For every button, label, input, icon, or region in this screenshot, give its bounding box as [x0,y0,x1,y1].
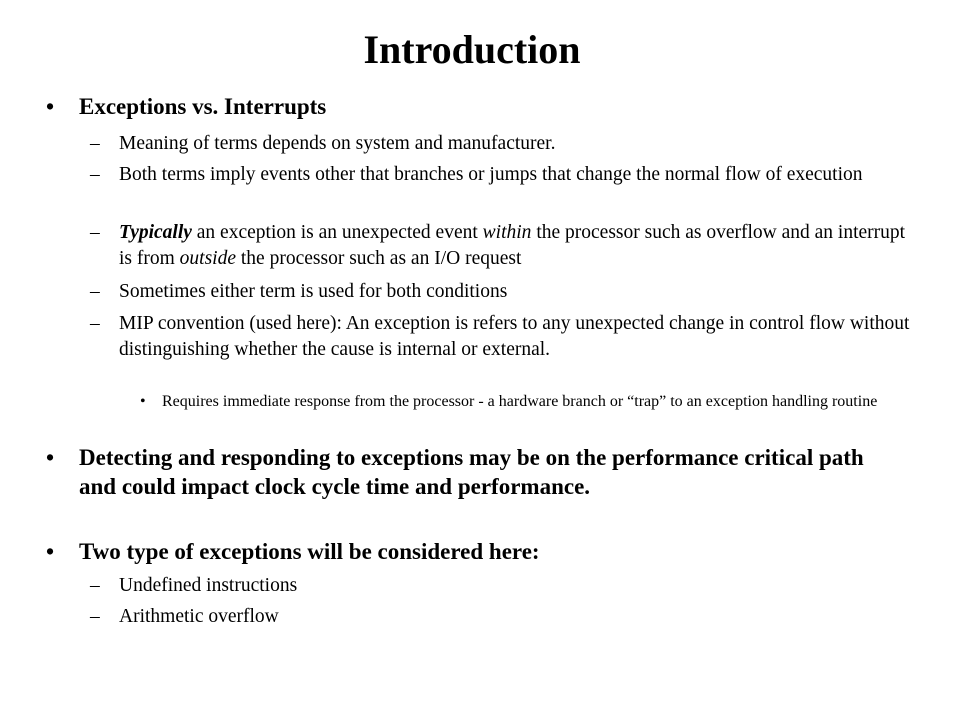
slide-title: Introduction [363,27,581,72]
sub-item-arithmetic-overflow [90,604,920,630]
sub-item-text: Meaning of terms depends on system and manufacturer. [119,133,556,154]
sub-item-text: Arithmetic overflow [119,606,279,627]
bullet-text: Detecting and responding to exceptions may be on the performance critical path and could impact clock cycle time and performance. [79,445,864,499]
sub-bullet-marker: • [140,393,146,410]
text-run: the processor such as overflow and an interrupt is from [119,222,906,269]
dash-marker: – [90,606,100,627]
sub-item-meaning-of-terms [90,131,920,157]
dash-marker: – [90,164,100,185]
bullet-exceptions-vs-interrupts [46,92,906,121]
sub-item-mip-convention [90,311,920,363]
emphasis-within: within [482,222,532,243]
sub-item-text: Undefined instructions [119,575,298,596]
bullet-text: Exceptions vs. Interrupts [79,94,327,119]
sub-sub-item-text: Requires immediate response from the processor - a hardware branch or “trap” to an exception handling routine [162,393,878,410]
sub-item-undefined-instructions [90,573,920,599]
dash-marker: – [90,575,100,596]
bullet-text: Two type of exceptions will be considered here: [79,539,540,564]
dash-marker: – [90,313,100,334]
bullet-two-types [46,537,906,566]
sub-item-both-terms [90,162,920,188]
bullet-marker: • [46,539,55,564]
text-run: the processor such as an I/O request [236,248,522,269]
dash-marker: – [90,133,100,154]
sub-item-sometimes [90,279,920,305]
emphasis-typically: Typically [119,222,192,243]
dash-marker: – [90,222,100,243]
text-run: an exception is an unexpected event [191,222,483,243]
sub-item-text: MIP convention (used here): An exception is refers to any unexpected change in control flow without distinguishing whether the cause is internal or external. [119,313,910,360]
sub-item-text: Both terms imply events other that branches or jumps that change the normal flow of execution [119,164,863,185]
sub-sub-item-requires-response [140,392,920,412]
bullet-detecting-responding [46,443,906,501]
sub-item-typically [90,220,920,272]
dash-marker: – [90,281,100,302]
bullet-marker: • [46,94,55,119]
sub-item-text [119,220,920,272]
bullet-marker: • [46,445,55,470]
sub-item-text: Sometimes either term is used for both conditions [119,281,508,302]
emphasis-outside: outside [179,248,237,269]
